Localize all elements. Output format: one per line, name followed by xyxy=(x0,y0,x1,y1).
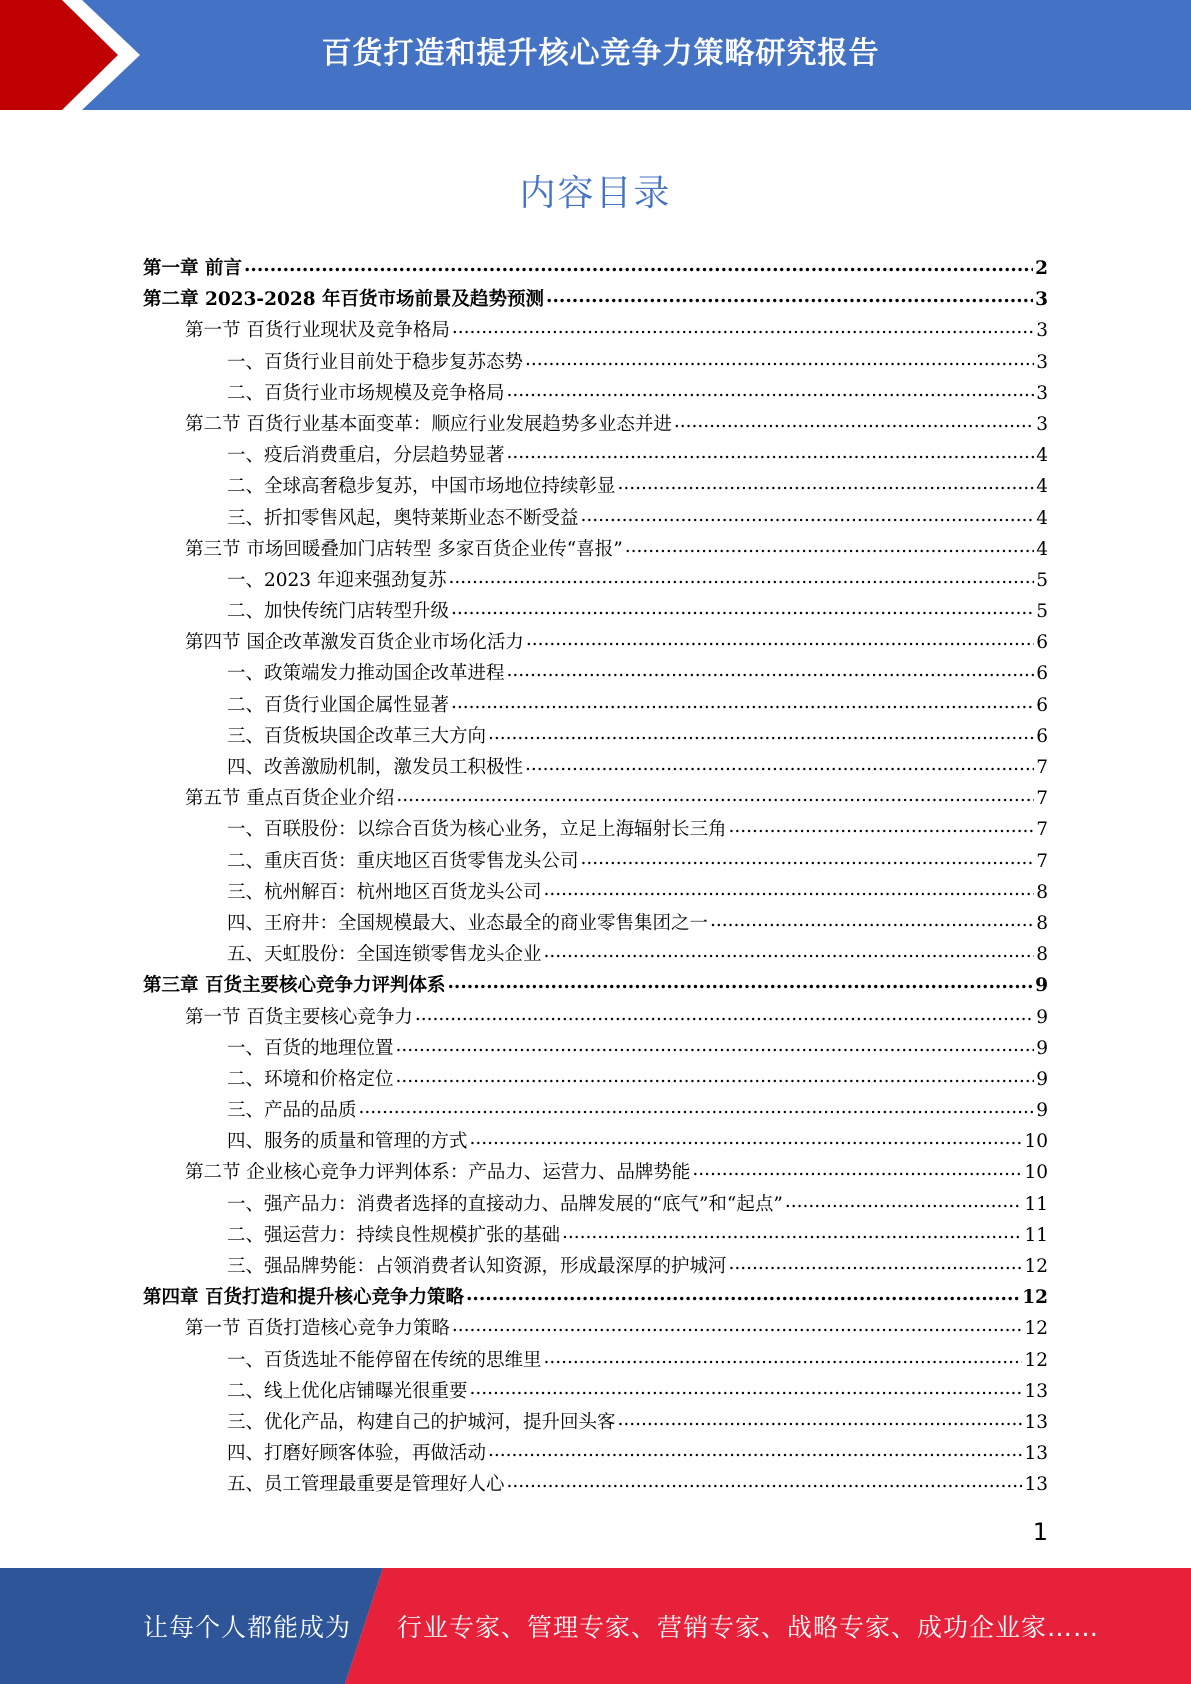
toc-entry-page: 7 xyxy=(1036,788,1048,810)
footer-roles: 行业专家、管理专家、营销专家、战略专家、成功企业家…… xyxy=(397,1613,1100,1642)
toc-entry-label: 二、线上优化店铺曝光很重要 xyxy=(227,1380,468,1402)
footer-slogan: 让每个人都能成为 xyxy=(143,1613,352,1642)
toc-entry-label: 三、百货板块国企改革三大方向 xyxy=(227,725,487,747)
dot-leader xyxy=(396,786,1034,805)
toc-entry-label: 四、改善激励机制，激发员工积极性 xyxy=(227,757,524,778)
dot-leader xyxy=(581,505,1035,524)
dot-leader xyxy=(692,1160,1022,1179)
toc-entry-label: 第五节 重点百货企业介绍 xyxy=(185,788,395,810)
dot-leader xyxy=(359,1098,1035,1117)
dot-leader xyxy=(710,910,1034,929)
toc-entry-page: 11 xyxy=(1024,1193,1048,1215)
dot-leader xyxy=(452,318,1034,337)
toc-entry[interactable] xyxy=(143,691,1048,722)
dot-leader xyxy=(544,1347,1023,1366)
toc-entry-page: 6 xyxy=(1036,632,1048,654)
toc-entry-page: 10 xyxy=(1024,1162,1048,1184)
toc-entry[interactable] xyxy=(143,1127,1048,1158)
toc-entry-page: 13 xyxy=(1024,1443,1048,1465)
toc-entry-page: 9 xyxy=(1036,1100,1048,1122)
toc-entry[interactable] xyxy=(143,1034,1048,1065)
dot-leader xyxy=(488,1441,1022,1460)
toc-entry-label: 第四章 百货打造和提升核心竞争力策略 xyxy=(143,1287,464,1309)
toc-entry-label: 四、王府井：全国规模最大、业态最全的商业零售集团之一 xyxy=(227,912,709,934)
dot-leader xyxy=(544,942,1035,961)
toc-entry-label: 第一节 百货行业现状及竞争格局 xyxy=(185,320,450,342)
dot-leader xyxy=(448,567,1034,586)
dot-leader xyxy=(729,1254,1023,1273)
toc-entry[interactable] xyxy=(143,285,1048,316)
dot-leader xyxy=(507,1472,1023,1491)
toc-entry[interactable] xyxy=(143,1439,1048,1470)
toc-entry-label: 二、强运营力：持续良性规模扩张的基础 xyxy=(227,1224,561,1246)
page-header xyxy=(0,0,1191,110)
toc-entry-page: 10 xyxy=(1024,1131,1048,1153)
toc-entry-page: 13 xyxy=(1024,1380,1048,1402)
toc-entry[interactable] xyxy=(143,1003,1048,1034)
toc-entry-page: 4 xyxy=(1036,538,1048,560)
toc-entry-page: 13 xyxy=(1024,1411,1048,1433)
toc-entry-label: 二、环境和价格定位 xyxy=(227,1068,394,1090)
toc-entry[interactable] xyxy=(143,1283,1048,1314)
toc-entry[interactable] xyxy=(143,254,1048,285)
dot-leader xyxy=(507,443,1035,462)
dot-leader xyxy=(488,723,1034,742)
toc-entry-label: 三、强品牌势能：占领消费者认知资源，形成最深厚的护城河 xyxy=(227,1256,727,1277)
toc-entry-label: 第四节 国企改革激发百货企业市场化活力 xyxy=(185,632,524,654)
dot-leader xyxy=(415,1004,1034,1023)
toc-entry-label: 一、疫后消费重启，分层趋势显著 xyxy=(227,445,505,467)
toc-entry-label: 四、打磨好顾客体验，再做活动 xyxy=(227,1443,487,1465)
toc-entry-label: 二、重庆百货：重庆地区百货零售龙头公司 xyxy=(227,850,579,872)
toc-entry[interactable] xyxy=(143,722,1048,753)
toc-entry-page: 2 xyxy=(1035,258,1048,279)
toc-entry[interactable] xyxy=(143,1470,1048,1501)
toc-entry-label: 三、产品的品质 xyxy=(227,1100,357,1122)
dot-leader xyxy=(544,879,1035,898)
dot-leader xyxy=(581,848,1035,867)
dot-leader xyxy=(546,287,1033,306)
dot-leader xyxy=(618,474,1035,493)
toc-entry[interactable] xyxy=(143,878,1048,909)
toc-entry[interactable] xyxy=(143,379,1048,410)
toc-entry-page: 12 xyxy=(1024,1349,1048,1371)
dot-leader xyxy=(451,692,1034,711)
toc-entry-label: 三、杭州解百：杭州地区百货龙头公司 xyxy=(227,881,542,903)
toc-entry-label: 第二节 企业核心竞争力评判体系：产品力、运营力、品牌势能 xyxy=(185,1162,691,1184)
toc-entry-page: 4 xyxy=(1036,476,1048,498)
toc-entry[interactable] xyxy=(143,1158,1048,1189)
toc-entry-page: 6 xyxy=(1036,694,1048,716)
toc-entry-label: 三、折扣零售风起，奥特莱斯业态不断受益 xyxy=(227,507,579,529)
toc-entry[interactable] xyxy=(143,441,1048,472)
toc-entry-page: 12 xyxy=(1022,1287,1048,1309)
toc-entry-label: 二、全球高奢稳步复苏，中国市场地位持续彰显 xyxy=(227,476,616,498)
toc-entry-label: 三、优化产品，构建自己的护城河，提升回头客 xyxy=(227,1411,616,1433)
toc-entry-label: 第一章 前言 xyxy=(143,258,242,279)
toc-entry-page: 3 xyxy=(1035,289,1048,311)
toc-entry-label: 五、员工管理最重要是管理好人心 xyxy=(227,1474,505,1496)
toc-entry-page: 9 xyxy=(1035,975,1048,997)
toc-entry-page: 9 xyxy=(1036,1006,1048,1028)
toc-entry-label: 一、百货行业目前处于稳步复苏态势 xyxy=(227,351,524,373)
toc-entry-label: 四、服务的质量和管理的方式 xyxy=(227,1131,468,1153)
toc-entry[interactable] xyxy=(143,971,1048,1002)
toc-entry-label: 一、百货的地理位置 xyxy=(227,1037,394,1059)
toc-entry-page: 8 xyxy=(1036,881,1048,903)
toc-entry[interactable] xyxy=(143,1065,1048,1096)
toc-entry-label: 第二章 2023-2028 年百货市场前景及趋势预测 xyxy=(143,289,545,311)
dot-leader xyxy=(396,1035,1035,1054)
toc-entry[interactable] xyxy=(143,909,1048,940)
toc-entry[interactable] xyxy=(143,1408,1048,1439)
toc-entry[interactable] xyxy=(143,597,1048,628)
toc-entry[interactable] xyxy=(143,348,1048,379)
toc-entry-page: 7 xyxy=(1036,850,1048,872)
dot-leader xyxy=(451,599,1034,618)
toc-entry-page: 3 xyxy=(1036,382,1048,404)
toc-entry[interactable] xyxy=(143,1346,1048,1377)
toc-entry[interactable] xyxy=(143,535,1048,566)
toc-entry-label: 二、百货行业市场规模及竞争格局 xyxy=(227,382,505,404)
toc-entry-page: 12 xyxy=(1024,1318,1048,1340)
dot-leader xyxy=(466,1285,1020,1304)
dot-leader xyxy=(507,661,1035,680)
toc-entry-page: 3 xyxy=(1036,351,1048,373)
toc-entry[interactable] xyxy=(143,753,1048,784)
toc-entry-label: 一、百货选址不能停留在传统的思维里 xyxy=(227,1349,542,1371)
toc-entry-label: 一、强产品力：消费者选择的直接动力、品牌发展的“底气”和“起点” xyxy=(227,1193,783,1215)
toc-entry[interactable] xyxy=(143,628,1048,659)
toc-entry-page: 6 xyxy=(1036,663,1048,685)
dot-leader xyxy=(729,817,1035,836)
dot-leader xyxy=(618,1409,1023,1428)
toc-entry[interactable] xyxy=(143,566,1048,597)
dot-leader xyxy=(396,1066,1035,1085)
toc-entry-page: 4 xyxy=(1036,507,1048,529)
toc-entry-label: 一、百联股份：以综合百货为核心业务，立足上海辐射长三角 xyxy=(227,819,727,841)
toc-entry-page: 9 xyxy=(1036,1037,1048,1059)
toc-entry-label: 第三节 市场回暖叠加门店转型 多家百货企业传“喜报” xyxy=(185,538,623,560)
toc-entry[interactable] xyxy=(143,1252,1048,1283)
page-footer xyxy=(0,1568,1191,1684)
toc-entry[interactable] xyxy=(143,659,1048,690)
toc-entry-page: 5 xyxy=(1036,569,1048,591)
toc-entry[interactable] xyxy=(143,847,1048,878)
page-number: 1 xyxy=(1032,1518,1048,1546)
dot-leader xyxy=(525,755,1034,774)
toc-entry-page: 5 xyxy=(1036,601,1048,623)
toc-entry-label: 二、加快传统门店转型升级 xyxy=(227,601,450,623)
dot-leader xyxy=(526,630,1034,649)
toc-entry-label: 一、2023 年迎来强劲复苏 xyxy=(227,569,447,591)
toc-entry-page: 4 xyxy=(1036,445,1048,467)
toc-entry-page: 7 xyxy=(1036,757,1048,778)
dot-leader xyxy=(525,349,1034,368)
toc-entry-page: 13 xyxy=(1024,1474,1048,1496)
toc-entry[interactable] xyxy=(143,1096,1048,1127)
dot-leader xyxy=(507,380,1035,399)
dot-leader xyxy=(452,1316,1023,1335)
toc-entry-label: 二、百货行业国企属性显著 xyxy=(227,694,450,716)
dot-leader xyxy=(470,1378,1023,1397)
toc-entry-label: 第一节 百货打造核心竞争力策略 xyxy=(185,1318,450,1340)
toc-entry-page: 8 xyxy=(1036,912,1048,934)
toc-entry-page: 8 xyxy=(1036,944,1048,966)
report-title: 百货打造和提升核心竞争力策略研究报告 xyxy=(321,36,880,71)
toc-entry[interactable] xyxy=(143,784,1048,815)
toc-entry-page: 7 xyxy=(1036,819,1048,841)
toc-entry[interactable] xyxy=(143,1221,1048,1252)
toc-entry[interactable] xyxy=(143,410,1048,441)
toc-entry-label: 一、政策端发力推动国企改革进程 xyxy=(227,663,505,685)
toc-entry-label: 第三章 百货主要核心竞争力评判体系 xyxy=(143,975,446,997)
dot-leader xyxy=(244,256,1033,275)
toc-entry[interactable] xyxy=(143,815,1048,846)
dot-leader xyxy=(470,1129,1023,1148)
toc-entry-label: 第一节 百货主要核心竞争力 xyxy=(185,1006,413,1028)
dot-leader xyxy=(674,411,1034,430)
toc-entry-page: 3 xyxy=(1036,320,1048,342)
toc-entry-page: 3 xyxy=(1036,413,1048,435)
toc-entry-label: 第二节 百货行业基本面变革：顺应行业发展趋势多业态并进 xyxy=(185,413,672,435)
toc-entry[interactable] xyxy=(143,316,1048,347)
toc-heading: 内容目录 xyxy=(519,173,672,214)
toc-entry-label: 五、天虹股份：全国连锁零售龙头企业 xyxy=(227,944,542,966)
table-of-contents xyxy=(143,254,1048,1502)
toc-entry[interactable] xyxy=(143,1190,1048,1221)
toc-entry-page: 12 xyxy=(1024,1256,1048,1277)
toc-entry[interactable] xyxy=(143,504,1048,535)
toc-entry[interactable] xyxy=(143,1314,1048,1345)
dot-leader xyxy=(447,973,1033,992)
dot-leader xyxy=(785,1191,1023,1210)
toc-entry-page: 9 xyxy=(1036,1068,1048,1090)
dot-leader xyxy=(625,536,1035,555)
toc-entry[interactable] xyxy=(143,1377,1048,1408)
dot-leader xyxy=(562,1222,1022,1241)
toc-entry[interactable] xyxy=(143,472,1048,503)
toc-entry[interactable] xyxy=(143,940,1048,971)
toc-entry-page: 6 xyxy=(1036,725,1048,747)
toc-entry-page: 11 xyxy=(1024,1224,1048,1246)
